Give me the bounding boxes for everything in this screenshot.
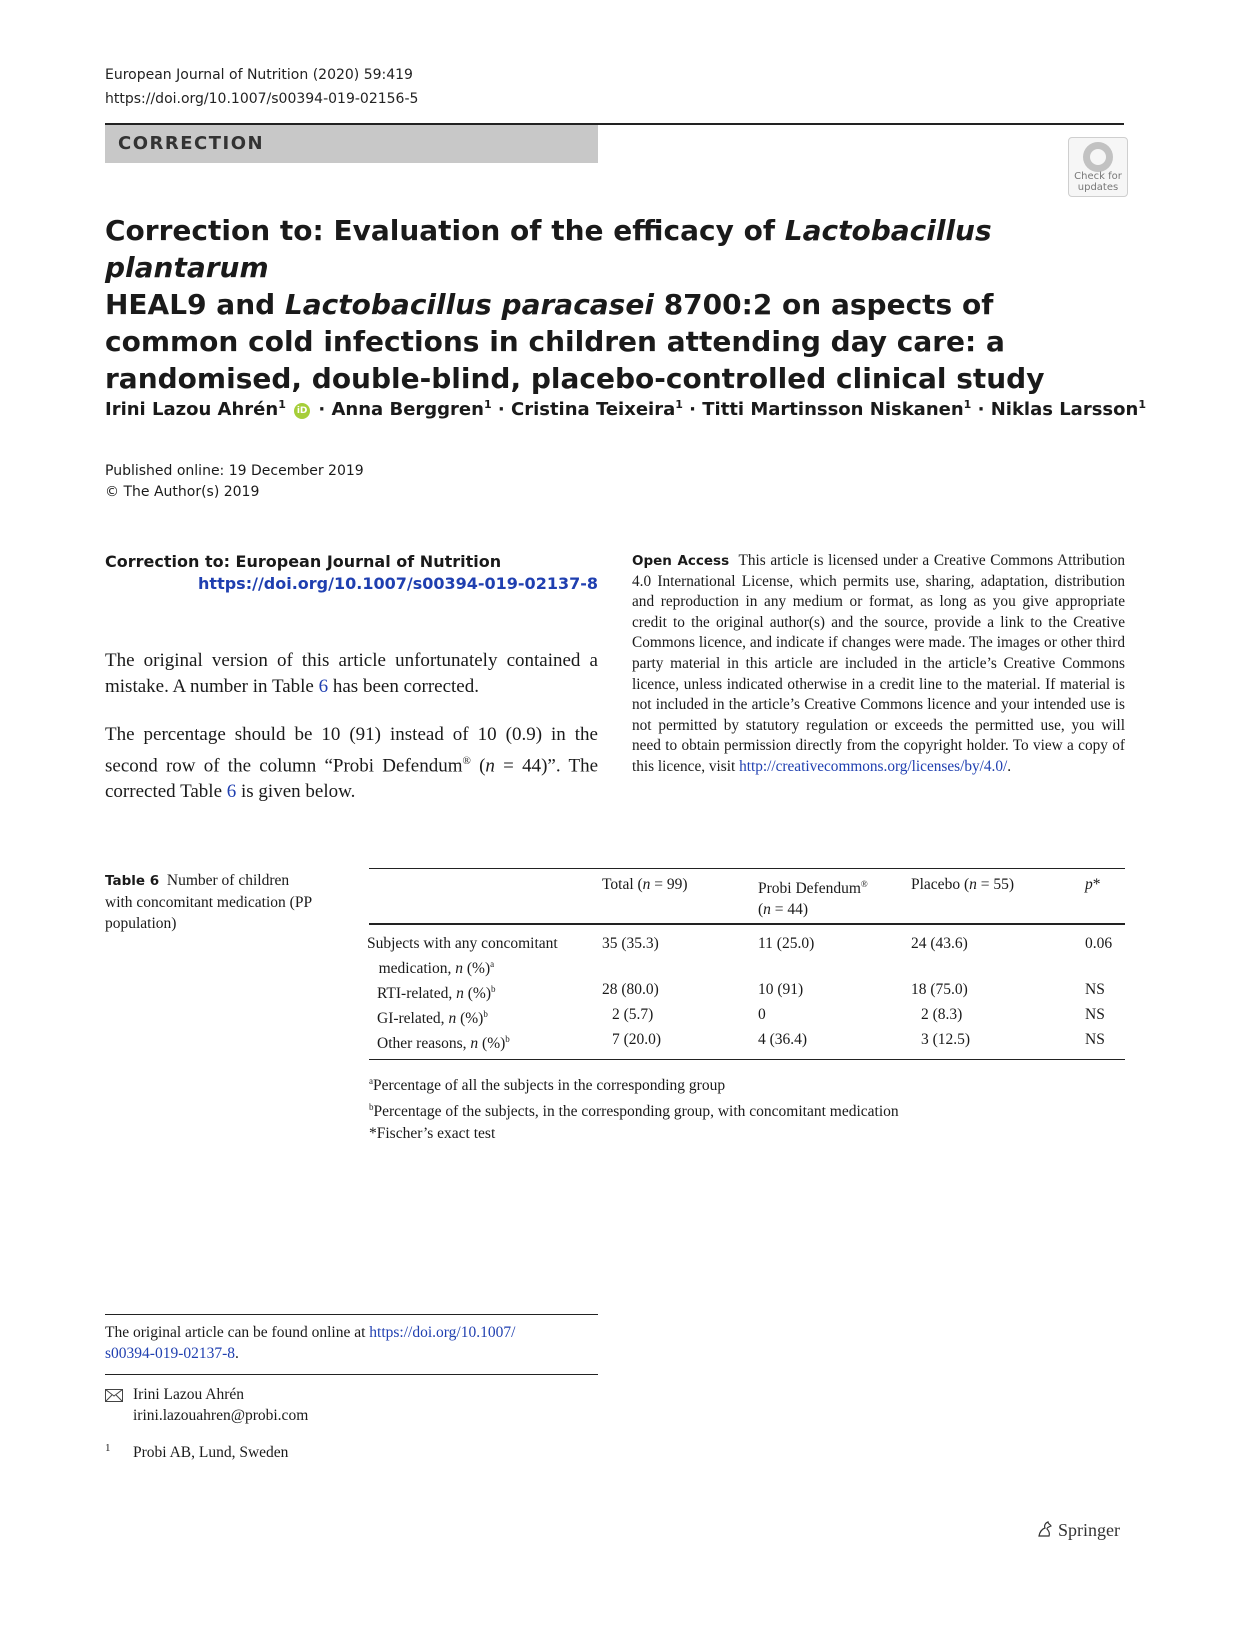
footnote-rule xyxy=(105,1314,598,1315)
correction-banner xyxy=(105,125,598,163)
table-cell: 7 (20.0) xyxy=(612,1031,662,1048)
table-row-label: GI-related, n (%)$^b$ xyxy=(377,1009,488,1028)
table-footnote: $^b$Percentage of the subjects, in the corresponding group, with concomitant medication xyxy=(369,1102,899,1121)
affiliation-number: 1 xyxy=(105,1442,111,1454)
table-cell: 2 (8.3) xyxy=(921,1006,963,1023)
table-cell: NS xyxy=(1085,1031,1105,1048)
original-article-note: The original article can be found online at https://doi.org/10.1007/ s00394-019-02137-8. xyxy=(105,1324,516,1362)
table-header-probi: Probi Defendum® (n = 44) xyxy=(758,879,868,919)
check-updates-label: Check for updates xyxy=(1074,171,1122,193)
publisher-logo: Springer xyxy=(1036,1520,1120,1541)
author-name[interactable]: Irini Lazou Ahrén xyxy=(105,399,279,420)
correction-heading-text: Correction to: European Journal of Nutrition xyxy=(105,552,502,571)
correction-heading xyxy=(105,551,598,595)
table-cell: 0 xyxy=(758,1006,766,1023)
article-title: Correction to: Evaluation of the efficacy of Lactobacillus plantarum HEAL9 and Lactobacillus paracasei 8700:2 on aspects of common cold infections in children attending day care: a randomised, double-blind, placebo-controlled clinical study xyxy=(105,214,1045,395)
publication-info xyxy=(105,461,364,503)
contact-name: Irini Lazou Ahrén xyxy=(133,1386,245,1403)
author-list: Irini Lazou Ahrén$^1$ iD · Anna Berggren$^1$ · Cristina Teixeira$^1$ · Titti Martinsson Niskanen$^1$ · Niklas Larsson$^1$ xyxy=(105,398,1146,420)
author-name[interactable]: Cristina Teixeira xyxy=(510,399,676,420)
author-name[interactable]: Niklas Larsson xyxy=(990,399,1139,420)
author-name[interactable]: Anna Berggren xyxy=(331,399,484,420)
table-caption: Table 6 Number of children with concomitant medication (PP population) xyxy=(105,872,312,932)
published-date: Published online: 19 December 2019 xyxy=(105,463,364,479)
author-name[interactable]: Titti Martinsson Niskanen xyxy=(702,399,964,420)
copyright-notice: © The Author(s) 2019 xyxy=(105,484,260,500)
table-cell: 18 (75.0) xyxy=(911,981,968,998)
table-reference-link[interactable]: 6 xyxy=(226,781,237,803)
table-cell: 3 (12.5) xyxy=(921,1031,971,1048)
update-icon xyxy=(1083,142,1113,172)
table-cell: NS xyxy=(1085,981,1105,998)
table-reference-link[interactable]: 6 xyxy=(318,676,329,697)
article-doi[interactable]: https://doi.org/10.1007/s00394-019-02156-5 xyxy=(105,91,419,107)
table-bottom-rule xyxy=(369,1059,1125,1060)
correction-paragraph-1: The original version of this article unfortunately contained a mistake. A number in Table 6 has been corrected. xyxy=(105,650,598,697)
table-footnote: *Fischer’s exact test xyxy=(369,1125,496,1142)
banner-label: CORRECTION xyxy=(118,133,265,154)
table-label: Table 6 xyxy=(105,873,160,889)
table-cell: 35 (35.3) xyxy=(602,935,659,952)
table-header-rule xyxy=(369,923,1125,925)
table-row-label: Subjects with any concomitant medication, n (%)$^a$ xyxy=(367,935,558,978)
table-cell: 10 (91) xyxy=(758,981,804,998)
orcid-icon[interactable]: iD xyxy=(294,403,310,419)
table-cell: 28 (80.0) xyxy=(602,981,659,998)
check-for-updates-badge[interactable] xyxy=(1068,137,1128,197)
table-cell: 4 (36.4) xyxy=(758,1031,808,1048)
license-link[interactable]: http://creativecommons.org/licenses/by/4.0/ xyxy=(739,757,1008,775)
affiliation-text: Probi AB, Lund, Sweden xyxy=(133,1444,289,1461)
table-header-placebo: Placebo (n = 55) xyxy=(911,876,1015,893)
table-footnote: $^a$Percentage of all the subjects in the corresponding group xyxy=(369,1076,726,1095)
contact-block xyxy=(105,1384,308,1426)
envelope-icon xyxy=(105,1387,123,1408)
journal-citation: European Journal of Nutrition (2020) 59:419 xyxy=(105,67,413,83)
open-access-notice: Open Access This article is licensed under a Creative Commons Attribution 4.0 International License, which permits use, sharing, adaptation, distribution and reproduction in any medium or format, as long as you give appropriate credit to the original author(s) and the source, provide a link to the Creative Commons licence, and indicate if changes were made. The images or other third party material in this article are included in the article’s Creative Commons licence, unless indicated otherwise in a credit line to the material. If material is not included in the article’s Creative Commons licence and your intended use is not permitted by statutory regulation or exceeds the permitted use, you will need to obtain permission directly from the copyright holder. To view a copy of this licence, visit http://creativecommons.org/licenses/by/4.0/. xyxy=(632,552,1126,775)
table-header-total: Total (n = 99) xyxy=(602,876,688,893)
correction-link[interactable]: https://doi.org/10.1007/s00394-019-02137-8 xyxy=(198,574,598,593)
table-row-label: Other reasons, n (%)$^b$ xyxy=(377,1034,510,1053)
affiliation xyxy=(105,1442,288,1463)
table-cell: NS xyxy=(1085,1006,1105,1023)
footnote-rule xyxy=(105,1374,598,1375)
table-row-label: RTI-related, n (%)$^b$ xyxy=(377,984,496,1003)
open-access-label: Open Access xyxy=(632,553,730,569)
correction-paragraph-2: The percentage should be 10 (91) instead of 10 (0.9) in the second row of the column “Probi Defendum® (n = 44)”. The corrected Table 6 is given below. xyxy=(105,724,599,803)
table-cell: 24 (43.6) xyxy=(911,935,968,952)
table-top-rule xyxy=(369,868,1125,869)
contact-email[interactable]: irini.lazouahren@probi.com xyxy=(133,1407,309,1424)
original-article-link[interactable]: https://doi.org/10.1007/ s00394-019-02137-8 xyxy=(105,1324,516,1362)
table-cell: 0.06 xyxy=(1085,935,1113,952)
table-header-p: p* xyxy=(1085,876,1101,893)
table-cell: 2 (5.7) xyxy=(612,1006,654,1023)
springer-horse-icon xyxy=(1036,1520,1054,1538)
table-cell: 11 (25.0) xyxy=(758,935,815,952)
